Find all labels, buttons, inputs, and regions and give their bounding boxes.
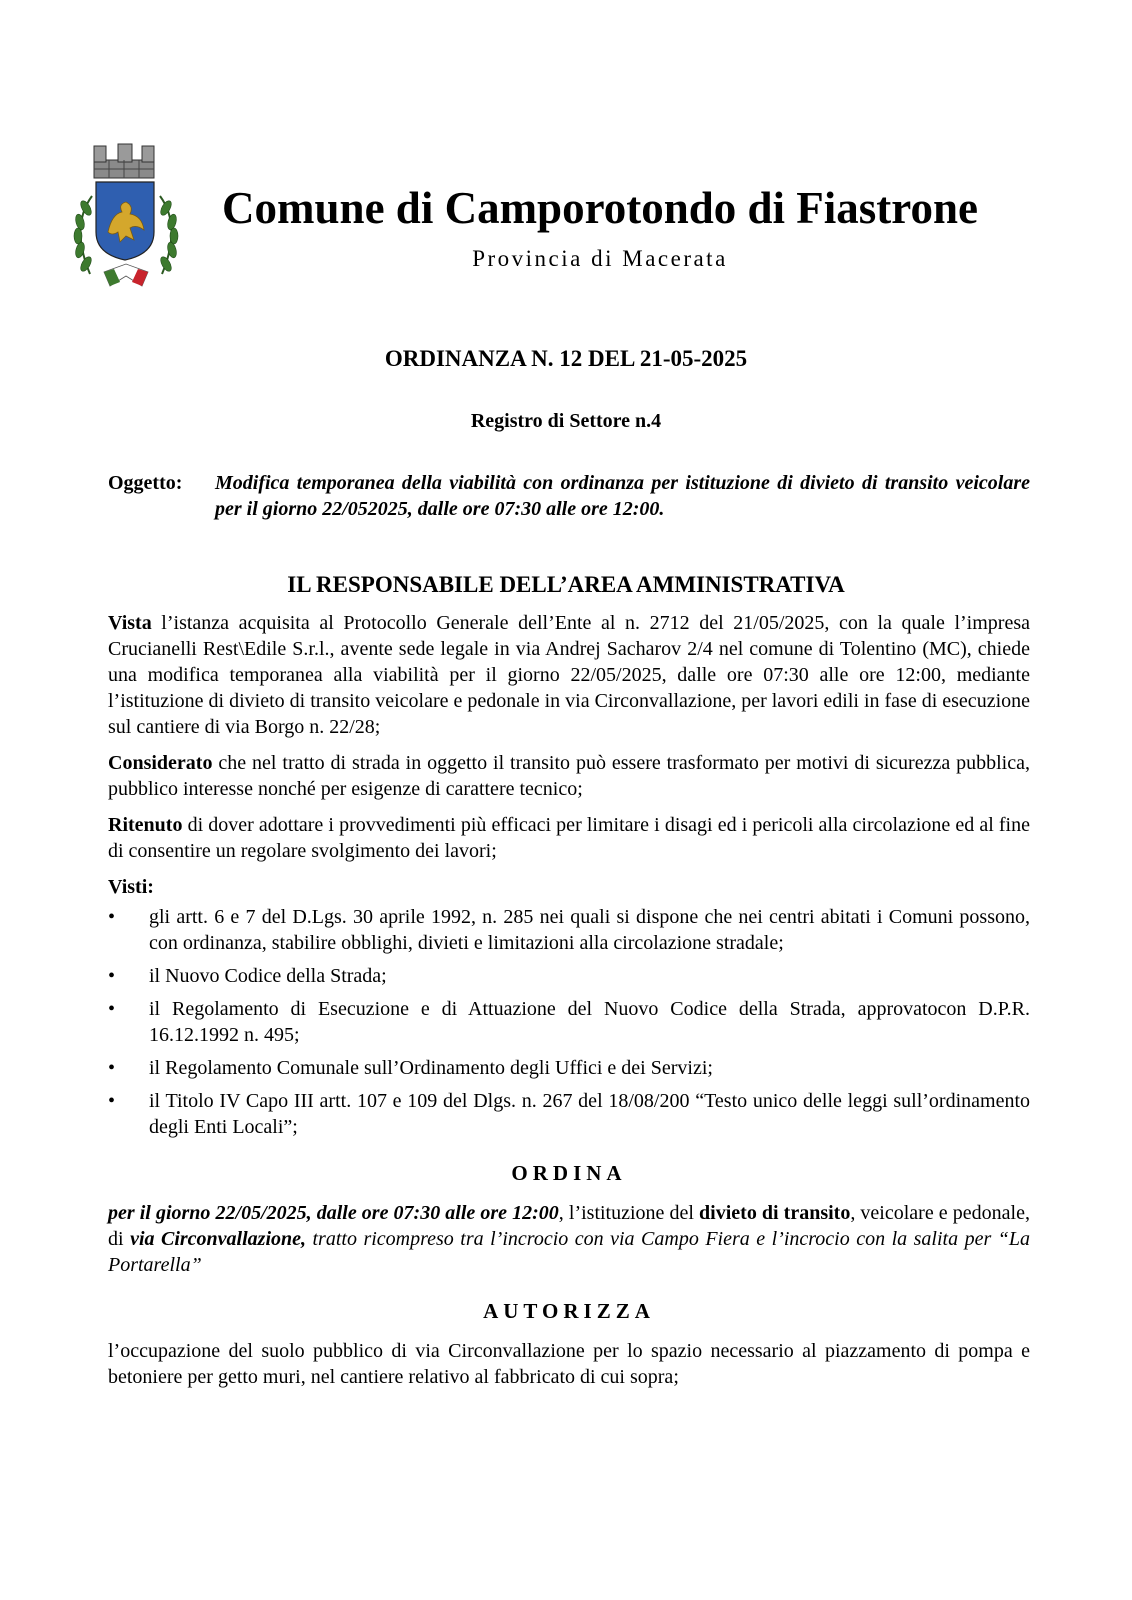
- list-item-text: il Regolamento Comunale sull’Ordinamento degli Uffici e dei Servizi;: [149, 1057, 713, 1079]
- list-item-text: il Regolamento di Esecuzione e di Attuazione del Nuovo Codice della Strada, approvatocon D.P.R. 16.12.1992 n. 495;: [149, 998, 1030, 1046]
- list-item: [108, 1055, 1030, 1081]
- vista-label: Vista: [108, 612, 152, 634]
- vista-paragraph: [108, 610, 1030, 740]
- considerato-label: Considerato: [108, 752, 213, 774]
- considerato-paragraph: [108, 750, 1030, 802]
- bullet-icon: •: [108, 906, 116, 928]
- document-body: [108, 610, 1030, 1400]
- oggetto-block: [108, 470, 1030, 522]
- ribbon-icon: [104, 264, 148, 286]
- ordina-paragraph: [108, 1200, 1030, 1278]
- ordina-date: per il giorno 22/05/2025, dalle ore 07:30 alle ore 12:00: [108, 1202, 559, 1224]
- autorizza-heading: AUTORIZZA: [483, 1299, 655, 1323]
- ritenuto-paragraph: [108, 812, 1030, 864]
- oggetto-text: Modifica temporanea della viabilità con ordinanza per istituzione di divieto di transito veicolare per il giorno 22/052025, dalle ore 07:30 alle ore 12:00.: [215, 472, 1030, 520]
- list-item-text: il Titolo IV Capo III artt. 107 e 109 del Dlgs. n. 267 del 18/08/200 “Testo unico delle leggi sull’ordinamento degli Enti Locali”;: [149, 1090, 1030, 1138]
- list-item: [108, 996, 1030, 1048]
- responsabile-heading: IL RESPONSABILE DELL’AREA AMMINISTRATIVA: [287, 572, 845, 597]
- ordina-divieto: divieto di transito: [699, 1202, 851, 1224]
- ritenuto-label: Ritenuto: [108, 814, 183, 836]
- province-subtitle: Provincia di Macerata: [472, 246, 728, 271]
- ordina-text-2: , veicolare e pedonale, di: [108, 1202, 1030, 1250]
- registro-label: Registro di Settore n.4: [470, 410, 662, 432]
- bullet-icon: •: [108, 1057, 116, 1079]
- ordinance-heading: ORDINANZA N. 12 DEL 21-05-2025: [384, 346, 748, 371]
- visti-heading: Visti:: [108, 876, 154, 898]
- visti-list: [108, 904, 1030, 1140]
- list-item-text: gli artt. 6 e 7 del D.Lgs. 30 aprile 1992, n. 285 nei quali si dispone che nei centri abitati i Comuni possono, con ordinanza, stabilire obblighi, divieti e limitazioni alla circolazione stradale;: [149, 906, 1030, 954]
- ordina-text-1: , l’istituzione del: [558, 1202, 700, 1224]
- ordina-heading: ORDINA: [511, 1161, 627, 1185]
- list-item-text: il Nuovo Codice della Strada;: [149, 965, 387, 987]
- coat-of-arms-emblem: [64, 136, 188, 296]
- ritenuto-text: di dover adottare i provvedimenti più efficaci per limitare i disagi ed i pericoli alla circolazione ed al fine di consentire un regolare svolgimento dei lavori;: [108, 814, 1030, 862]
- list-item: [108, 904, 1030, 956]
- crown-icon: [94, 144, 154, 178]
- autorizza-paragraph: l’occupazione del suolo pubblico di via Circonvallazione per lo spazio necessario al piazzamento di pompa e betoniere per getto muri, nel cantiere relativo al fabbricato di cui sopra;: [108, 1340, 1030, 1388]
- bullet-icon: •: [108, 998, 116, 1020]
- oggetto-label: Oggetto:: [108, 472, 183, 494]
- municipality-title: Comune di Camporotondo di Fiastrone: [222, 183, 978, 233]
- bullet-icon: •: [108, 1090, 116, 1112]
- list-item: [108, 1088, 1030, 1140]
- ordina-text-3: tratto ricompreso tra l’incrocio con via Campo Fiera e l’incrocio con la salita per “La Portarella”: [108, 1228, 1030, 1276]
- ordina-via: via Circonvallazione,: [130, 1228, 306, 1250]
- considerato-text: che nel tratto di strada in oggetto il transito può essere trasformato per motivi di sicurezza pubblica, pubblico interesse nonché per esigenze di carattere tecnico;: [108, 752, 1030, 800]
- list-item: [108, 963, 1030, 989]
- vista-text: l’istanza acquisita al Protocollo Generale dell’Ente al n. 2712 del 21/05/2025, con la quale l’impresa Crucianelli Rest\Edile S.r.l., avente sede legale in via Andrej Sacharov 2/4 nel comune di Tolentino (MC), chiede una modifica temporanea alla viabilità per il giorno 22/05/2025, dalle ore 07:30 alle ore 12:00, mediante l’istituzione di divieto di transito veicolare e pedonale in via Circonvallazione, per lavori edili in fase di esecuzione sul cantiere di via Borgo n. 22/28;: [108, 612, 1030, 738]
- bullet-icon: •: [108, 965, 116, 987]
